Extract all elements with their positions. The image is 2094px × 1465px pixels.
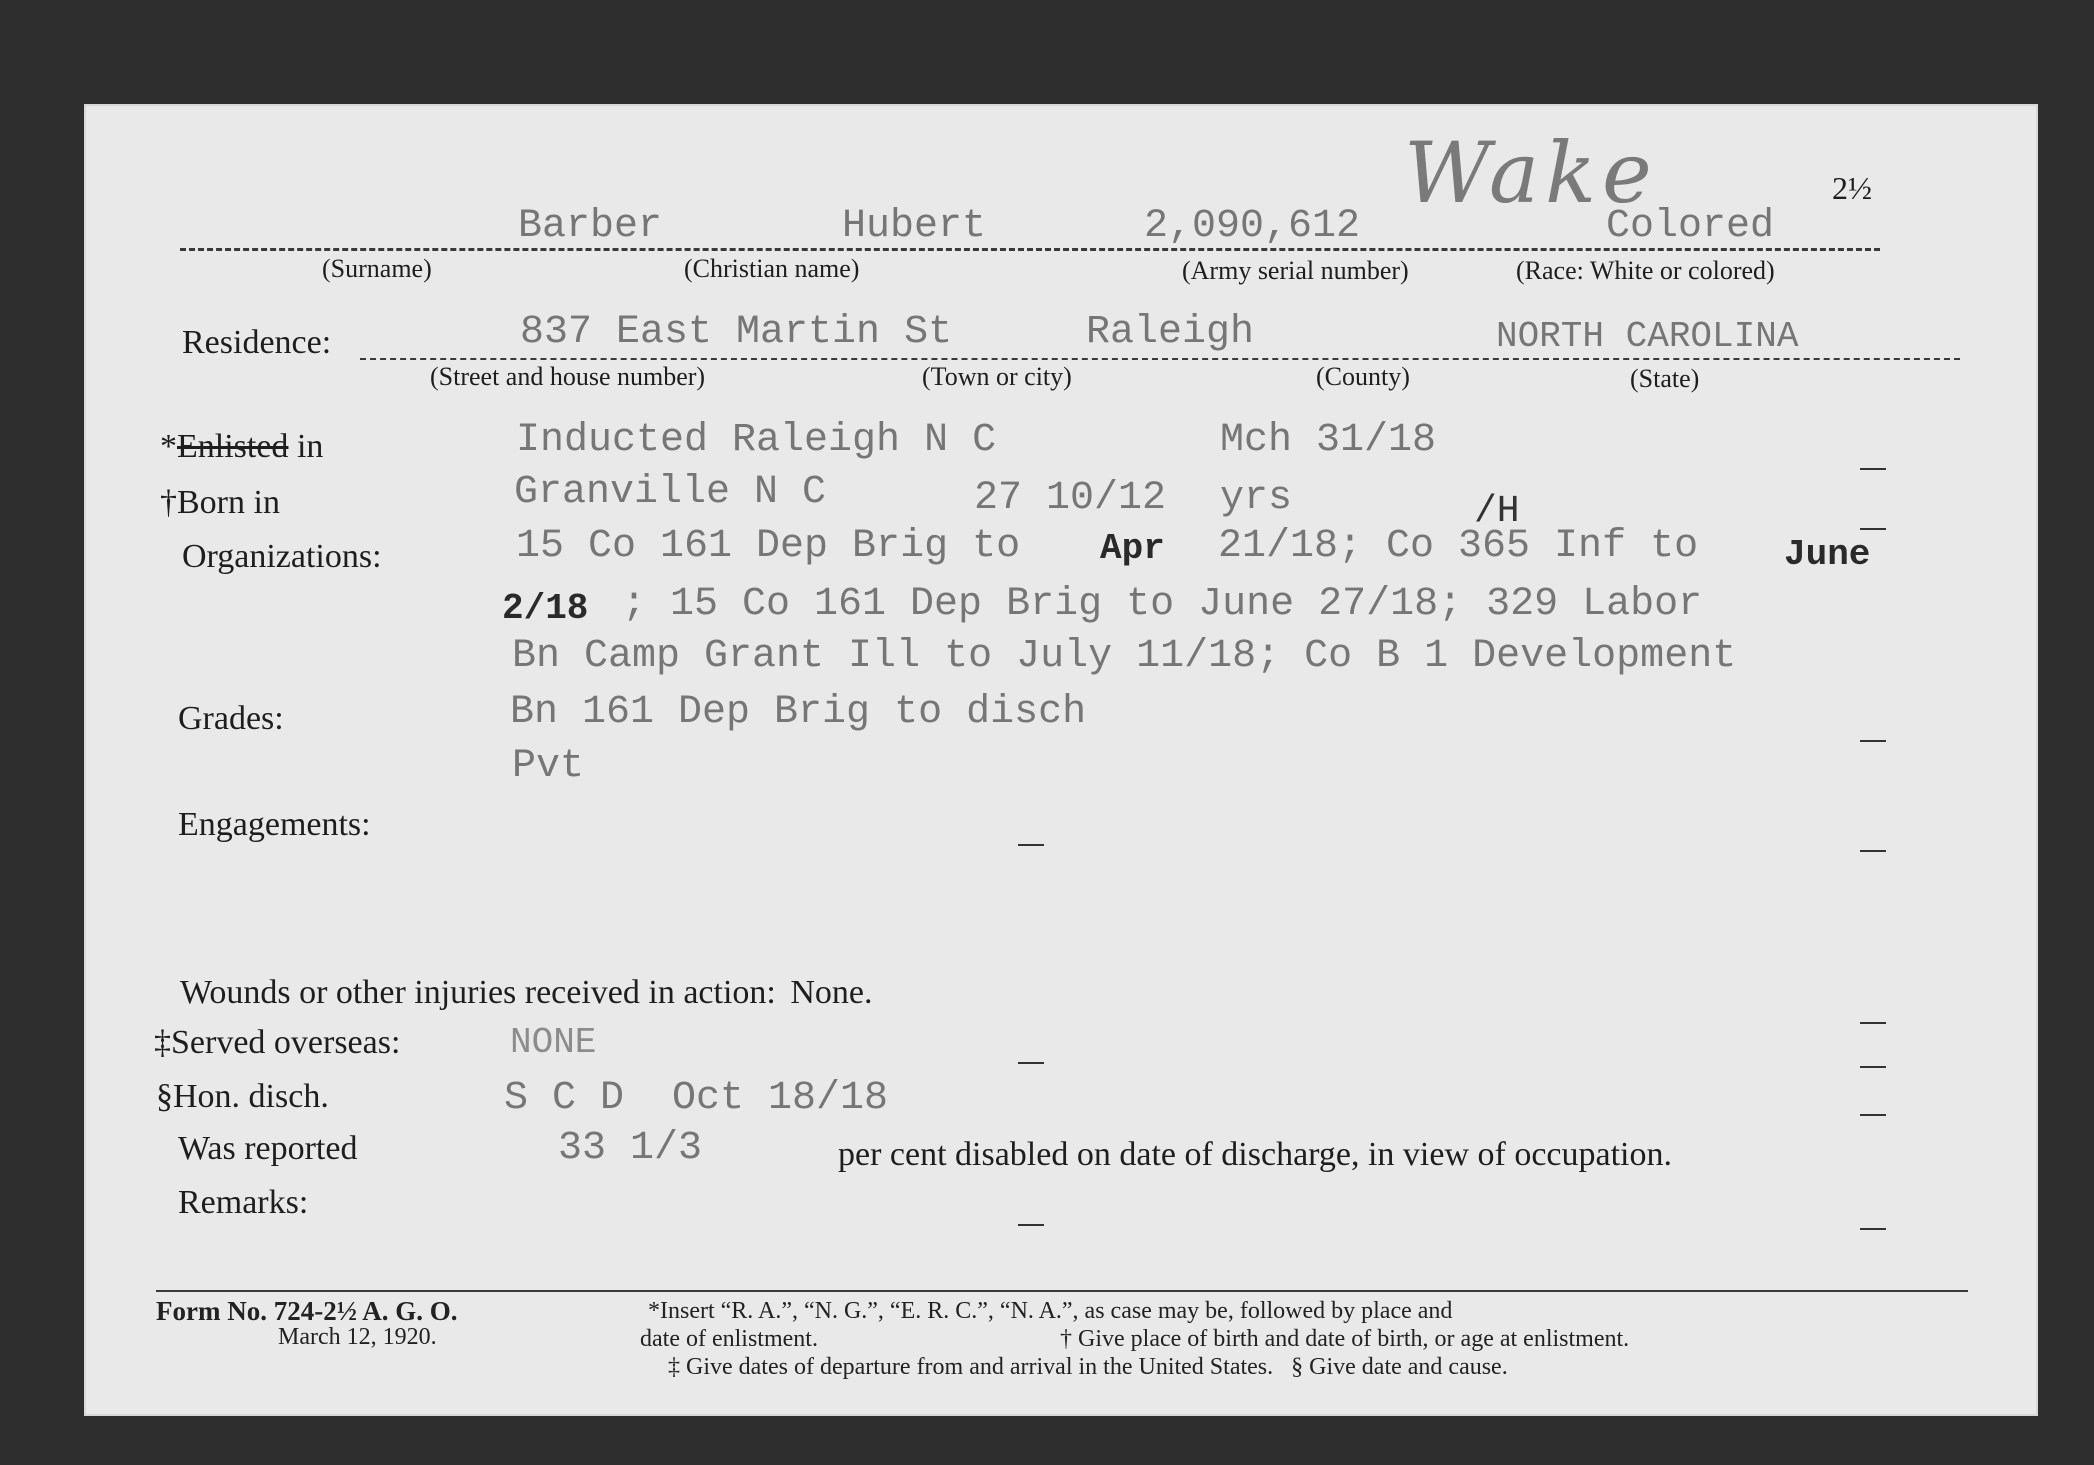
footnote-line2a: date of enlistment.: [640, 1326, 818, 1352]
margin-dash: [1860, 468, 1886, 470]
enlisted-struck-word: Enlisted: [177, 428, 289, 465]
wounds-value: None.: [790, 974, 873, 1011]
hon-disch-value: S C D Oct 18/18: [504, 1076, 889, 1121]
engagements-label: Engagements:: [178, 806, 371, 843]
overseas-value: NONE: [510, 1022, 597, 1063]
header-rule: [180, 248, 1880, 251]
org-line1-a: 15 Co 161 Dep Brig to: [516, 524, 1021, 569]
reported-label: Was reported: [178, 1130, 358, 1167]
org-apr: Apr: [1100, 528, 1165, 569]
org-line4: Bn 161 Dep Brig to disch: [510, 690, 1087, 735]
overseas-mark: ‡: [154, 1024, 171, 1061]
street-value: 837 East Martin St: [520, 310, 953, 355]
remarks-label: Remarks:: [178, 1184, 309, 1221]
grade-value: Pvt: [512, 744, 585, 789]
serial-caption: (Army serial number): [1182, 256, 1409, 285]
margin-dash: [1860, 528, 1886, 530]
enlisted-in-word: in: [288, 428, 324, 465]
residence-rule: [360, 358, 1960, 360]
form-date: March 12, 1920.: [278, 1324, 437, 1350]
christian-name-caption: (Christian name): [684, 254, 860, 283]
hon-disch-text: Hon. disch.: [173, 1078, 329, 1115]
margin-dash: [1860, 850, 1886, 852]
corner-mark: 2½: [1832, 170, 1872, 206]
inducted-date-value: Mch 31/18: [1220, 418, 1437, 463]
born-yrs-value: yrs: [1220, 476, 1293, 521]
h-mark: /H: [1474, 490, 1520, 533]
wounds-text: Wounds or other injuries received in action:: [180, 974, 776, 1011]
hon-disch-label: [156, 1078, 329, 1116]
overseas-label: [154, 1024, 400, 1062]
born-age-value: 27 10/12: [974, 476, 1167, 521]
overseas-text: Served overseas:: [171, 1024, 401, 1061]
christian-name-value: Hubert: [842, 204, 987, 249]
born-label: [160, 484, 280, 522]
surname-caption: (Surname): [322, 254, 432, 283]
margin-dash: [1860, 1022, 1886, 1024]
inducted-value: Inducted Raleigh N C: [516, 418, 997, 463]
margin-dash: [1860, 1114, 1886, 1116]
organizations-label: Organizations:: [182, 538, 382, 575]
center-dash: [1018, 1224, 1044, 1226]
footer-rule: [156, 1290, 1968, 1292]
town-value: Raleigh: [1086, 310, 1255, 355]
race-caption: (Race: White or colored): [1516, 256, 1775, 285]
org-2-18: 2/18: [502, 588, 589, 629]
born-in-word: Born in: [177, 484, 280, 521]
hon-disch-mark: §: [156, 1078, 173, 1115]
county-caption: (County): [1316, 362, 1410, 391]
org-line3: Bn Camp Grant Ill to July 11/18; Co B 1 Development: [512, 634, 1737, 679]
wounds-label: [180, 974, 873, 1012]
street-caption: (Street and house number): [430, 362, 706, 391]
org-june: June: [1784, 534, 1871, 575]
center-dash: [1018, 844, 1044, 846]
enlisted-label: [160, 428, 323, 466]
surname-value: Barber: [518, 204, 663, 249]
born-place-value: Granville N C: [514, 470, 827, 515]
serial-number-value: 2,090,612: [1144, 204, 1361, 249]
race-value: Colored: [1606, 204, 1775, 249]
enlisted-mark: *: [160, 428, 177, 465]
margin-dash: [1860, 1066, 1886, 1068]
born-mark: †: [160, 484, 177, 521]
footnote-line1: *Insert “R. A.”, “N. G.”, “E. R. C.”, “N. A.”, as case may be, followed by place and: [648, 1298, 1453, 1324]
margin-dash: [1860, 740, 1886, 742]
state-value: NORTH CAROLINA: [1496, 316, 1799, 357]
residence-label: Residence:: [182, 324, 332, 361]
state-caption: (State): [1630, 364, 1700, 393]
center-dash: [1018, 1062, 1044, 1064]
percent-value: 33 1/3: [558, 1126, 703, 1171]
per-cent-text: per cent disabled on date of discharge, in view of occupation.: [838, 1136, 1672, 1173]
margin-dash: [1860, 1228, 1886, 1230]
footnote-line3: ‡ Give dates of departure from and arrival in the United States. § Give date and cause.: [668, 1354, 1508, 1380]
org-line2: ; 15 Co 161 Dep Brig to June 27/18; 329 Labor: [622, 582, 1703, 627]
org-line1-b: 21/18; Co 365 Inf to: [1218, 524, 1699, 569]
service-record-card: [84, 104, 2038, 1416]
grades-label: Grades:: [178, 700, 284, 737]
footnote-line2b: † Give place of birth and date of birth, or age at enlistment.: [1060, 1326, 1630, 1352]
town-caption: (Town or city): [922, 362, 1072, 391]
form-number: Form No. 724-2½ A. G. O.: [156, 1296, 458, 1326]
handwritten-county: Wake: [1404, 124, 1658, 222]
